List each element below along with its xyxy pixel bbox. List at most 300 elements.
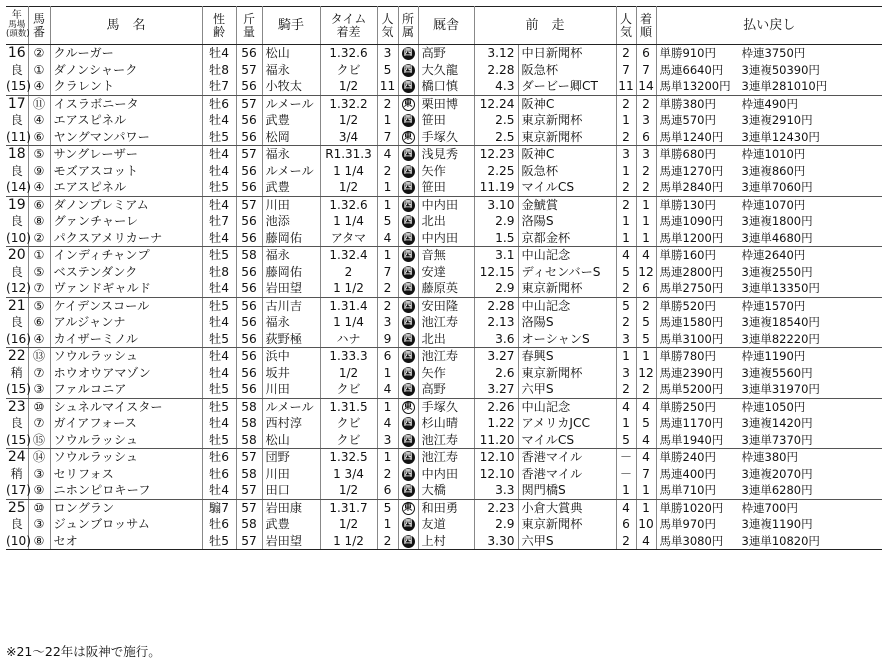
horse-name: アルジャンナ — [50, 314, 202, 331]
time-margin: クビ — [320, 415, 377, 432]
horse-number: ⑮ — [28, 432, 50, 449]
prev-race-date: 12.23 — [474, 146, 518, 163]
popularity: 4 — [377, 381, 398, 398]
prev-popularity: 1 — [616, 213, 636, 230]
carried-weight: 58 — [236, 432, 262, 449]
horse-number: ④ — [28, 78, 50, 95]
header-sex-age: 性 齢 — [202, 7, 236, 45]
prev-finish: 12 — [636, 365, 656, 382]
popularity: 3 — [377, 45, 398, 62]
affiliation — [398, 247, 418, 264]
popularity: 1 — [377, 449, 398, 466]
table-row — [6, 365, 882, 382]
payout — [656, 297, 882, 314]
time-margin: ハナ — [320, 331, 377, 348]
carried-weight: 56 — [236, 314, 262, 331]
prev-race-name: 阪神C — [518, 95, 616, 112]
trainer: 藤原英 — [418, 280, 474, 297]
table-row — [6, 331, 882, 348]
sex-age: 牡6 — [202, 95, 236, 112]
trainer: 高野 — [418, 381, 474, 398]
horse-number: ⑥ — [28, 196, 50, 213]
horse-name: クラレント — [50, 78, 202, 95]
jockey: 坂井 — [262, 365, 320, 382]
trainer: 池江寿 — [418, 432, 474, 449]
horse-number: ⑨ — [28, 163, 50, 180]
carried-weight: 57 — [236, 62, 262, 79]
time-margin: 1/2 — [320, 516, 377, 533]
horse-number: ④ — [28, 331, 50, 348]
affiliation — [398, 415, 418, 432]
jockey: 西村淳 — [262, 415, 320, 432]
time-margin: 2 — [320, 264, 377, 281]
horse-number: ⑬ — [28, 348, 50, 365]
field-size: (10) — [6, 533, 32, 548]
carried-weight: 58 — [236, 398, 262, 415]
prev-finish: 7 — [636, 62, 656, 79]
horse-name: ロングラン — [50, 499, 202, 516]
horse-name: エアスピネル — [50, 112, 202, 129]
table-row — [6, 78, 882, 95]
horse-number: ⑦ — [28, 365, 50, 382]
prev-popularity: 2 — [616, 129, 636, 146]
time-margin: クビ — [320, 381, 377, 398]
payout-secondary: 3連複1800円 — [741, 214, 813, 228]
prev-race-name: 京都金杯 — [518, 230, 616, 247]
trainer: 北出 — [418, 213, 474, 230]
trainer: 上村 — [418, 533, 474, 550]
prev-popularity: 1 — [616, 112, 636, 129]
payout-secondary: 3連単31970円 — [741, 382, 820, 396]
table-row — [6, 482, 882, 499]
prev-popularity: 4 — [616, 398, 636, 415]
horse-number: ⑤ — [28, 297, 50, 314]
affiliation — [398, 179, 418, 196]
payout — [656, 230, 882, 247]
horse-number: ⑪ — [28, 95, 50, 112]
prev-finish: 2 — [636, 95, 656, 112]
popularity: 4 — [377, 230, 398, 247]
prev-race-date: 2.28 — [474, 297, 518, 314]
time-margin: 1/2 — [320, 179, 377, 196]
trainer: 安達 — [418, 264, 474, 281]
payout-secondary: 枠連1190円 — [741, 349, 806, 363]
table-row — [6, 112, 882, 129]
payout-secondary: 3連単6280円 — [741, 483, 813, 497]
prev-race-name: オーシャンS — [518, 331, 616, 348]
prev-race-date: 3.27 — [474, 348, 518, 365]
payout-primary: 単勝520円 — [659, 298, 716, 313]
jockey: 荻野極 — [262, 331, 320, 348]
prev-finish: 6 — [636, 45, 656, 62]
affiliation — [398, 129, 418, 146]
prev-finish: 6 — [636, 129, 656, 146]
jockey: 武豊 — [262, 179, 320, 196]
horse-number: ⑥ — [28, 129, 50, 146]
table-row — [6, 449, 882, 466]
affiliation — [398, 280, 418, 297]
horse-name: セオ — [50, 533, 202, 550]
sex-age: 牡5 — [202, 432, 236, 449]
horse-name: ダノンシャーク — [50, 62, 202, 79]
horse-number: ④ — [28, 179, 50, 196]
time-margin: 1.31.5 — [320, 398, 377, 415]
prev-race-name: 東京新聞杯 — [518, 516, 616, 533]
popularity: 6 — [377, 482, 398, 499]
prev-race-date: 3.3 — [474, 482, 518, 499]
prev-race-date: 12.10 — [474, 466, 518, 483]
horse-number: ⑤ — [28, 264, 50, 281]
prev-race-name: 洛陽S — [518, 314, 616, 331]
jockey: 団野 — [262, 449, 320, 466]
carried-weight: 56 — [236, 331, 262, 348]
affiliation — [398, 482, 418, 499]
sex-age: 牡5 — [202, 179, 236, 196]
horse-name: ホウオウアマゾン — [50, 365, 202, 382]
prev-popularity: 2 — [616, 179, 636, 196]
payout-primary: 単勝240円 — [659, 450, 716, 464]
payout-secondary: 枠連2640円 — [741, 248, 806, 262]
race-year: 18 — [6, 146, 28, 163]
carried-weight: 56 — [236, 179, 262, 196]
jockey: 福永 — [262, 62, 320, 79]
west-badge-icon: 西 — [403, 199, 413, 210]
west-badge-icon: 西 — [403, 64, 413, 75]
horse-name: シュネルマイスター — [50, 398, 202, 415]
time-margin: 1 1/4 — [320, 314, 377, 331]
jockey: 川田 — [262, 196, 320, 213]
field-size: (15) — [6, 79, 32, 93]
horse-name: サングレーザー — [50, 146, 202, 163]
west-badge-icon: 西 — [403, 232, 413, 243]
prev-popularity: 3 — [616, 365, 636, 382]
carried-weight: 57 — [236, 449, 262, 466]
prev-race-date: 3.1 — [474, 247, 518, 264]
prev-race-date: 1.22 — [474, 415, 518, 432]
affiliation — [398, 112, 418, 129]
prev-popularity: 2 — [616, 45, 636, 62]
carried-weight: 56 — [236, 297, 262, 314]
affiliation — [398, 230, 418, 247]
time-margin: 1/2 — [320, 365, 377, 382]
affiliation — [398, 533, 418, 550]
prev-race-name: 東京新聞杯 — [518, 112, 616, 129]
field-size: (14) — [6, 180, 32, 194]
time-margin: 1 1/2 — [320, 533, 377, 550]
prev-finish: 4 — [636, 449, 656, 466]
field-size: (15) — [6, 432, 32, 447]
carried-weight: 56 — [236, 264, 262, 281]
payout-secondary: 3連複2550円 — [741, 264, 813, 279]
popularity: 2 — [377, 163, 398, 180]
popularity: 1 — [377, 196, 398, 213]
payout — [656, 179, 882, 196]
time-margin: 1.32.5 — [320, 449, 377, 466]
payout — [656, 163, 882, 180]
horse-name: インディチャンプ — [50, 247, 202, 264]
table-row — [6, 348, 882, 365]
table-row — [6, 213, 882, 230]
affiliation — [398, 45, 418, 62]
carried-weight: 56 — [236, 348, 262, 365]
trainer: 杉山晴 — [418, 415, 474, 432]
prev-race-name: 春興S — [518, 348, 616, 365]
carried-weight: 56 — [236, 45, 262, 62]
race-year: 23 — [6, 398, 28, 415]
prev-popularity: 2 — [616, 95, 636, 112]
east-badge-icon: 東 — [403, 131, 413, 142]
carried-weight: 56 — [236, 78, 262, 95]
table-row — [6, 163, 882, 180]
header-year: 年 馬場 (頭数) — [6, 7, 28, 45]
carried-weight: 57 — [236, 95, 262, 112]
table-row — [6, 314, 882, 331]
payout — [656, 499, 882, 516]
popularity: 3 — [377, 432, 398, 449]
prev-race-name: 東京新聞杯 — [518, 365, 616, 382]
header-previous-race: 前 走 — [474, 7, 616, 45]
popularity: 4 — [377, 146, 398, 163]
west-badge-icon: 西 — [403, 519, 413, 529]
horse-name: パクスアメリカーナ — [50, 230, 202, 247]
payout — [656, 533, 882, 550]
payout — [656, 398, 882, 415]
prev-popularity: 1 — [616, 348, 636, 365]
header-horse-name: 馬 名 — [50, 7, 202, 45]
jockey: 武豊 — [262, 112, 320, 129]
affiliation — [398, 95, 418, 112]
prev-race-name: 金鯱賞 — [518, 196, 616, 213]
prev-finish: 7 — [636, 466, 656, 483]
payout-secondary: 枠連1010円 — [741, 147, 806, 161]
prev-race-date: 11.20 — [474, 432, 518, 449]
race-year: 21 — [6, 297, 28, 314]
payout-primary: 馬連1270円 — [659, 163, 724, 178]
west-badge-icon: 西 — [403, 48, 413, 58]
prev-race-date: 12.15 — [474, 264, 518, 281]
jockey: 小牧太 — [262, 78, 320, 95]
horse-number: ⑥ — [28, 314, 50, 331]
carried-weight: 56 — [236, 365, 262, 382]
time-margin: 1.33.3 — [320, 348, 377, 365]
popularity: 5 — [377, 499, 398, 516]
horse-name: ヤングマンパワー — [50, 129, 202, 146]
prev-finish: 4 — [636, 533, 656, 550]
sex-age: 牡5 — [202, 331, 236, 348]
table-row — [6, 499, 882, 516]
carried-weight: 56 — [236, 129, 262, 146]
trainer: 和田勇 — [418, 499, 474, 516]
prev-finish: 5 — [636, 415, 656, 432]
payout-secondary: 3連単281010円 — [741, 79, 828, 93]
prev-race-name: 中山記念 — [518, 398, 616, 415]
prev-race-date: 1.5 — [474, 230, 518, 247]
prev-race-name: 洛陽S — [518, 213, 616, 230]
jockey: 川田 — [262, 381, 320, 398]
header-time: タイム 着差 — [320, 7, 377, 45]
sex-age: 牡5 — [202, 247, 236, 264]
prev-popularity: 5 — [616, 432, 636, 449]
table-row — [6, 196, 882, 213]
payout — [656, 466, 882, 483]
horse-number: ③ — [28, 381, 50, 398]
west-badge-icon: 西 — [403, 333, 413, 344]
track-condition: 良 — [6, 415, 28, 432]
trainer: 池江寿 — [418, 348, 474, 365]
header-umaban: 馬 番 — [28, 7, 50, 45]
jockey: 松山 — [262, 432, 320, 449]
jockey: 岩田康 — [262, 499, 320, 516]
affiliation — [398, 432, 418, 449]
time-margin: クビ — [320, 62, 377, 79]
horse-name: ニホンピロキーフ — [50, 482, 202, 499]
payout-primary: 馬単710円 — [659, 483, 716, 497]
payout-secondary: 枠連380円 — [741, 450, 798, 464]
sex-age: 騸7 — [202, 499, 236, 516]
prev-popularity: 4 — [616, 247, 636, 264]
prev-popularity: 4 — [616, 499, 636, 516]
affiliation — [398, 398, 418, 415]
prev-race-name: 小倉大賞典 — [518, 499, 616, 516]
track-condition: 稍 — [6, 365, 28, 382]
trainer: 笹田 — [418, 179, 474, 196]
west-badge-icon: 西 — [403, 283, 413, 293]
horse-name: グァンチャーレ — [50, 213, 202, 230]
field-size: (17) — [6, 483, 32, 497]
payout-secondary: 枠連490円 — [741, 96, 798, 111]
payout-primary: 単勝680円 — [659, 147, 716, 161]
header-trainer: 厩舎 — [418, 7, 474, 45]
popularity: 6 — [377, 348, 398, 365]
horse-name: ソウルラッシュ — [50, 432, 202, 449]
payout-secondary: 3連複2910円 — [741, 113, 813, 127]
popularity: 1 — [377, 179, 398, 196]
prev-race-name: マイルCS — [518, 179, 616, 196]
west-badge-icon: 西 — [403, 317, 413, 327]
table-row — [6, 398, 882, 415]
affiliation — [398, 213, 418, 230]
prev-popularity: 2 — [616, 533, 636, 550]
prev-race-date: 3.27 — [474, 381, 518, 398]
header-affiliation: 所 属 — [398, 7, 418, 45]
affiliation — [398, 499, 418, 516]
prev-popularity: － — [616, 449, 636, 466]
prev-race-name: 東京新聞杯 — [518, 129, 616, 146]
prev-finish: 4 — [636, 398, 656, 415]
prev-finish: 2 — [636, 297, 656, 314]
prev-race-date: 3.10 — [474, 196, 518, 213]
horse-name: ヴァンドギャルド — [50, 280, 202, 297]
horse-number: ⑧ — [28, 213, 50, 230]
table-row — [6, 247, 882, 264]
prev-race-date: 2.5 — [474, 112, 518, 129]
carried-weight: 58 — [236, 415, 262, 432]
results-table-container — [6, 6, 882, 550]
sex-age: 牡4 — [202, 314, 236, 331]
sex-age: 牡5 — [202, 129, 236, 146]
horse-number: ⑦ — [28, 415, 50, 432]
payout-primary: 馬連1580円 — [659, 315, 724, 329]
trainer: 手塚久 — [418, 129, 474, 146]
race-year: 17 — [6, 95, 28, 112]
jockey: ルメール — [262, 95, 320, 112]
prev-finish: 14 — [636, 78, 656, 95]
payout-primary: 単勝380円 — [659, 96, 716, 111]
header-prev-finish: 着 順 — [636, 7, 656, 45]
payout-primary: 馬連2390円 — [659, 365, 724, 380]
sex-age: 牡7 — [202, 78, 236, 95]
horse-name: ケイデンスコール — [50, 297, 202, 314]
trainer: 高野 — [418, 45, 474, 62]
prev-race-name: 六甲S — [518, 381, 616, 398]
affiliation — [398, 62, 418, 79]
west-badge-icon: 西 — [403, 182, 413, 192]
carried-weight: 56 — [236, 381, 262, 398]
track-condition: 良 — [6, 213, 28, 230]
payout-primary: 単勝780円 — [659, 349, 716, 363]
payout-primary: 馬単970円 — [659, 517, 716, 531]
payout — [656, 45, 882, 62]
jockey: 福永 — [262, 146, 320, 163]
west-badge-icon: 西 — [403, 266, 413, 277]
horse-number: ⑭ — [28, 449, 50, 466]
prev-finish: 3 — [636, 112, 656, 129]
affiliation — [398, 348, 418, 365]
popularity: 5 — [377, 62, 398, 79]
trainer: 中内田 — [418, 466, 474, 483]
prev-popularity: 1 — [616, 230, 636, 247]
prev-race-name: 東京新聞杯 — [518, 280, 616, 297]
payout-primary: 単勝160円 — [659, 248, 716, 262]
prev-popularity: 3 — [616, 331, 636, 348]
payout-primary: 馬連1170円 — [659, 416, 724, 430]
payout — [656, 449, 882, 466]
west-badge-icon: 西 — [403, 434, 413, 445]
field-size: (15) — [6, 382, 32, 396]
horse-number: ⑨ — [28, 482, 50, 499]
prev-finish: 2 — [636, 381, 656, 398]
sex-age: 牡5 — [202, 381, 236, 398]
prev-popularity: 11 — [616, 78, 636, 95]
table-row — [6, 432, 882, 449]
sex-age: 牡7 — [202, 213, 236, 230]
horse-name: クルーガー — [50, 45, 202, 62]
popularity: 1 — [377, 247, 398, 264]
sex-age: 牡6 — [202, 516, 236, 533]
time-margin: 1 1/4 — [320, 213, 377, 230]
payout-primary: 馬連6640円 — [659, 62, 724, 77]
time-margin: 1 3/4 — [320, 466, 377, 483]
prev-finish: 5 — [636, 331, 656, 348]
horse-name: モズアスコット — [50, 163, 202, 180]
header-weight: 斤 量 — [236, 7, 262, 45]
prev-race-date: 2.13 — [474, 314, 518, 331]
table-row — [6, 280, 882, 297]
payout — [656, 213, 882, 230]
prev-race-name: ディセンバーS — [518, 264, 616, 281]
trainer: 矢作 — [418, 163, 474, 180]
carried-weight: 56 — [236, 230, 262, 247]
prev-popularity: 1 — [616, 163, 636, 180]
affiliation — [398, 264, 418, 281]
jockey: 松山 — [262, 45, 320, 62]
sex-age: 牡5 — [202, 398, 236, 415]
trainer: 中内田 — [418, 196, 474, 213]
popularity: 11 — [377, 78, 398, 95]
payout — [656, 415, 882, 432]
prev-popularity: 2 — [616, 381, 636, 398]
jockey: 岩田望 — [262, 533, 320, 550]
